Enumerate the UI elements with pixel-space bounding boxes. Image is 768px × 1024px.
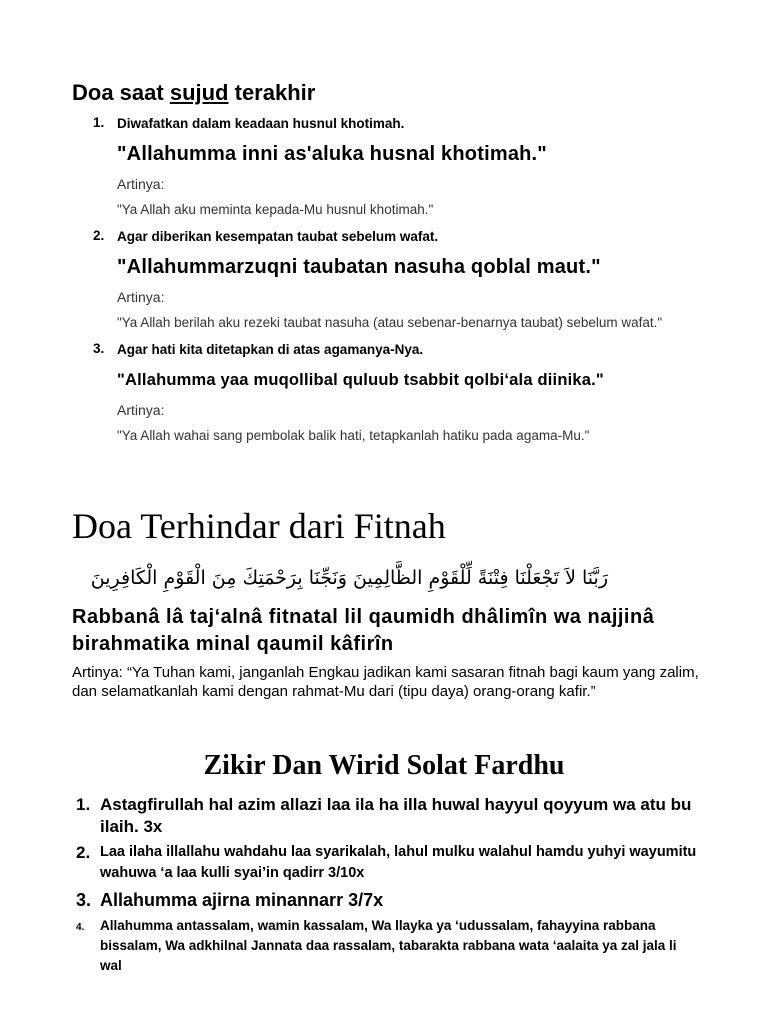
- list-item: [72, 228, 702, 332]
- list-item: [72, 115, 702, 219]
- zikir-text: Astagfirullah hal azim allazi laa ila ha illa huwal hayyul qoyyum wa atu bu ilaih. 3x: [100, 795, 692, 836]
- arabic-text: رَبَّنَا لاَ تَجْعَلْنَا فِتْنَةً لِّلْقَوْمِ الظَّالِمِينَ وَنَجِّنَا بِرَحْمَتِكَ مِنَ الْقَوْمِ الْكَافِرِينَ: [90, 567, 608, 589]
- item-heading: Diwafatkan dalam keadaan husnul khotimah.: [117, 116, 405, 131]
- list-number: 1.: [93, 115, 105, 130]
- list-item: [72, 916, 702, 976]
- artinya-label: Artinya:: [117, 402, 165, 418]
- zikir-text: Laa ilaha illallahu wahdahu laa syarikalah, lahul mulku walahul hamdu yuhyi wayumitu wahuwa ‘a laa kulli syai’in qadirr 3/10x: [100, 844, 697, 881]
- list-item: [72, 842, 702, 884]
- translation-text: "Ya Allah aku meminta kepada-Mu husnul khotimah.": [117, 202, 434, 217]
- list-number: 1.: [76, 795, 91, 814]
- translation-text: "Ya Allah wahai sang pembolak balik hati, tetapkanlah hatiku pada agama-Mu.": [117, 428, 590, 443]
- section-title-doa-sujud: [72, 80, 315, 106]
- list-item: [72, 888, 702, 912]
- list-number: 2.: [93, 228, 105, 243]
- translation-text: "Ya Allah berilah aku rezeki taubat nasuha (atau sebenar-benarnya taubat) sebelum wafat.": [117, 315, 663, 330]
- section-title-zikir: Zikir Dan Wirid Solat Fardhu: [203, 750, 565, 781]
- list-number: 4.: [76, 922, 85, 933]
- artinya-label: Artinya:: [117, 176, 165, 192]
- zikir-text: Allahumma antassalam, wamin kassalam, Wa llayka ya ‘udussalam, fahayyina rabbana bissalam, Wa adkhilnal Jannata daa rassalam, tabarakta rabbana wata ‘aalaita ya zal jala li wal: [100, 918, 677, 973]
- dua-text: "Allahumma yaa muqollibal quluub tsabbit qolbi‘ala diinika.": [117, 371, 604, 389]
- title-text-before: Doa saat: [72, 80, 170, 105]
- section-title-doa-fitnah: Doa Terhindar dari Fitnah: [72, 506, 446, 546]
- list-item: [72, 341, 702, 445]
- dua-text: "Allahumma inni as'aluka husnal khotimah.": [117, 143, 547, 165]
- title-text-after: terakhir: [228, 80, 316, 105]
- dua-text: "Allahummarzuqni taubatan nasuha qoblal maut.": [117, 256, 601, 278]
- doa-sujud-list: [72, 115, 702, 445]
- artinya-label: Artinya:: [117, 289, 165, 305]
- latin-transliteration: Rabbanâ lâ taj‘alnâ fitnatal lil qaumidh dhâlimîn wa najjinâ birahmatika minal qaumil kâfirîn: [72, 606, 655, 655]
- list-number: 2.: [76, 843, 91, 862]
- zikir-list: [72, 794, 702, 976]
- item-heading: Agar diberikan kesempatan taubat sebelum wafat.: [117, 229, 439, 244]
- list-number: 3.: [76, 890, 92, 910]
- list-number: 3.: [93, 341, 105, 356]
- title-link-sujud[interactable]: sujud: [169, 80, 229, 105]
- item-heading: Agar hati kita ditetapkan di atas agamanya-Nya.: [117, 342, 424, 357]
- meaning-text: Artinya: “Ya Tuhan kami, janganlah Engkau jadikan kami sasaran fitnah bagi kaum yang zalim, dan selamatkanlah kami dengan rahmat-Mu dari (tipu daya) orang-orang kafir.”: [72, 664, 699, 700]
- zikir-text: Allahumma ajirna minannarr 3/7x: [100, 890, 384, 910]
- list-item: [72, 794, 702, 838]
